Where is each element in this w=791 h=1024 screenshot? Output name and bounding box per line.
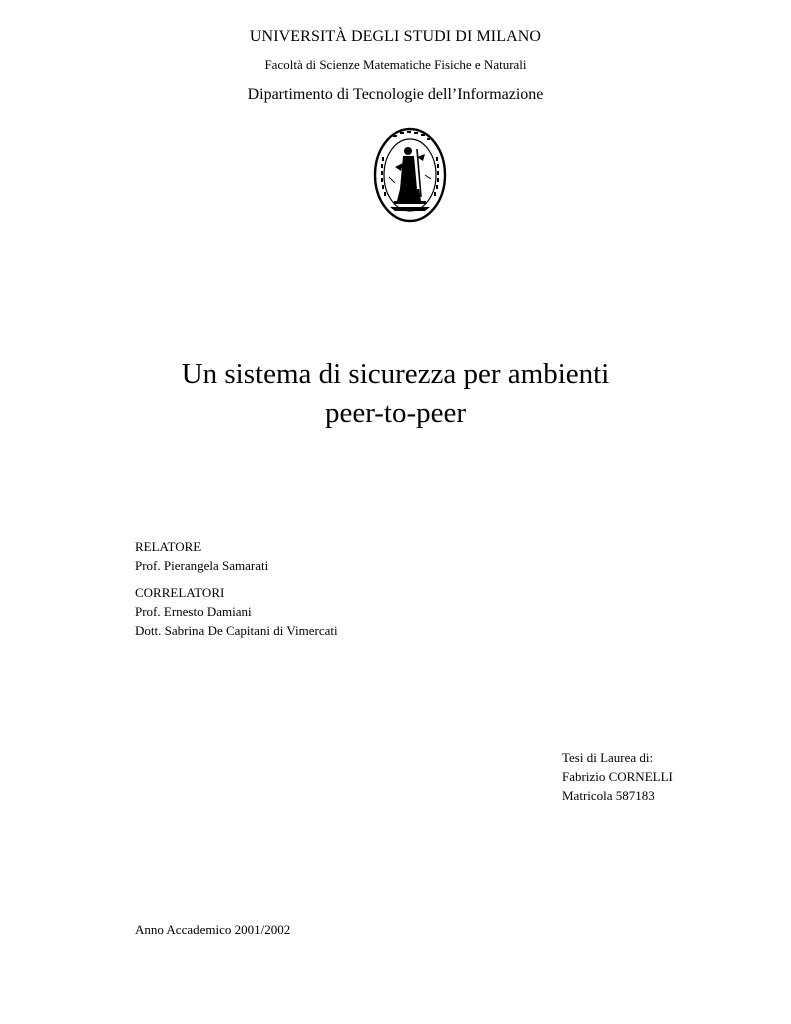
faculty-name: Facoltà di Scienze Matematiche Fisiche e Naturali — [264, 57, 527, 72]
academic-year: Anno Accademico 2001/2002 — [135, 922, 291, 937]
correlatore-name: Dott. Sabrina De Capitani di Vimercati — [135, 623, 338, 638]
university-seal-icon — [373, 127, 447, 223]
thesis-label: Tesi di Laurea di: — [562, 750, 654, 765]
correlatori-heading: CORRELATORI — [135, 585, 225, 600]
candidate-name: Fabrizio CORNELLI — [562, 769, 673, 784]
thesis-title-line-1: Un sistema di sicurezza per ambienti — [181, 358, 610, 390]
university-name: UNIVERSITÀ DEGLI STUDI DI MILANO — [249, 28, 542, 45]
relatore-heading: RELATORE — [135, 539, 202, 554]
relatore-name: Prof. Pierangela Samarati — [135, 558, 269, 573]
department-name: Dipartimento di Tecnologie dell’Informazione — [247, 86, 544, 103]
correlatore-name: Prof. Ernesto Damiani — [135, 604, 252, 619]
thesis-title-line-2: peer-to-peer — [324, 397, 467, 429]
candidate-matricola: Matricola 587183 — [562, 788, 655, 803]
